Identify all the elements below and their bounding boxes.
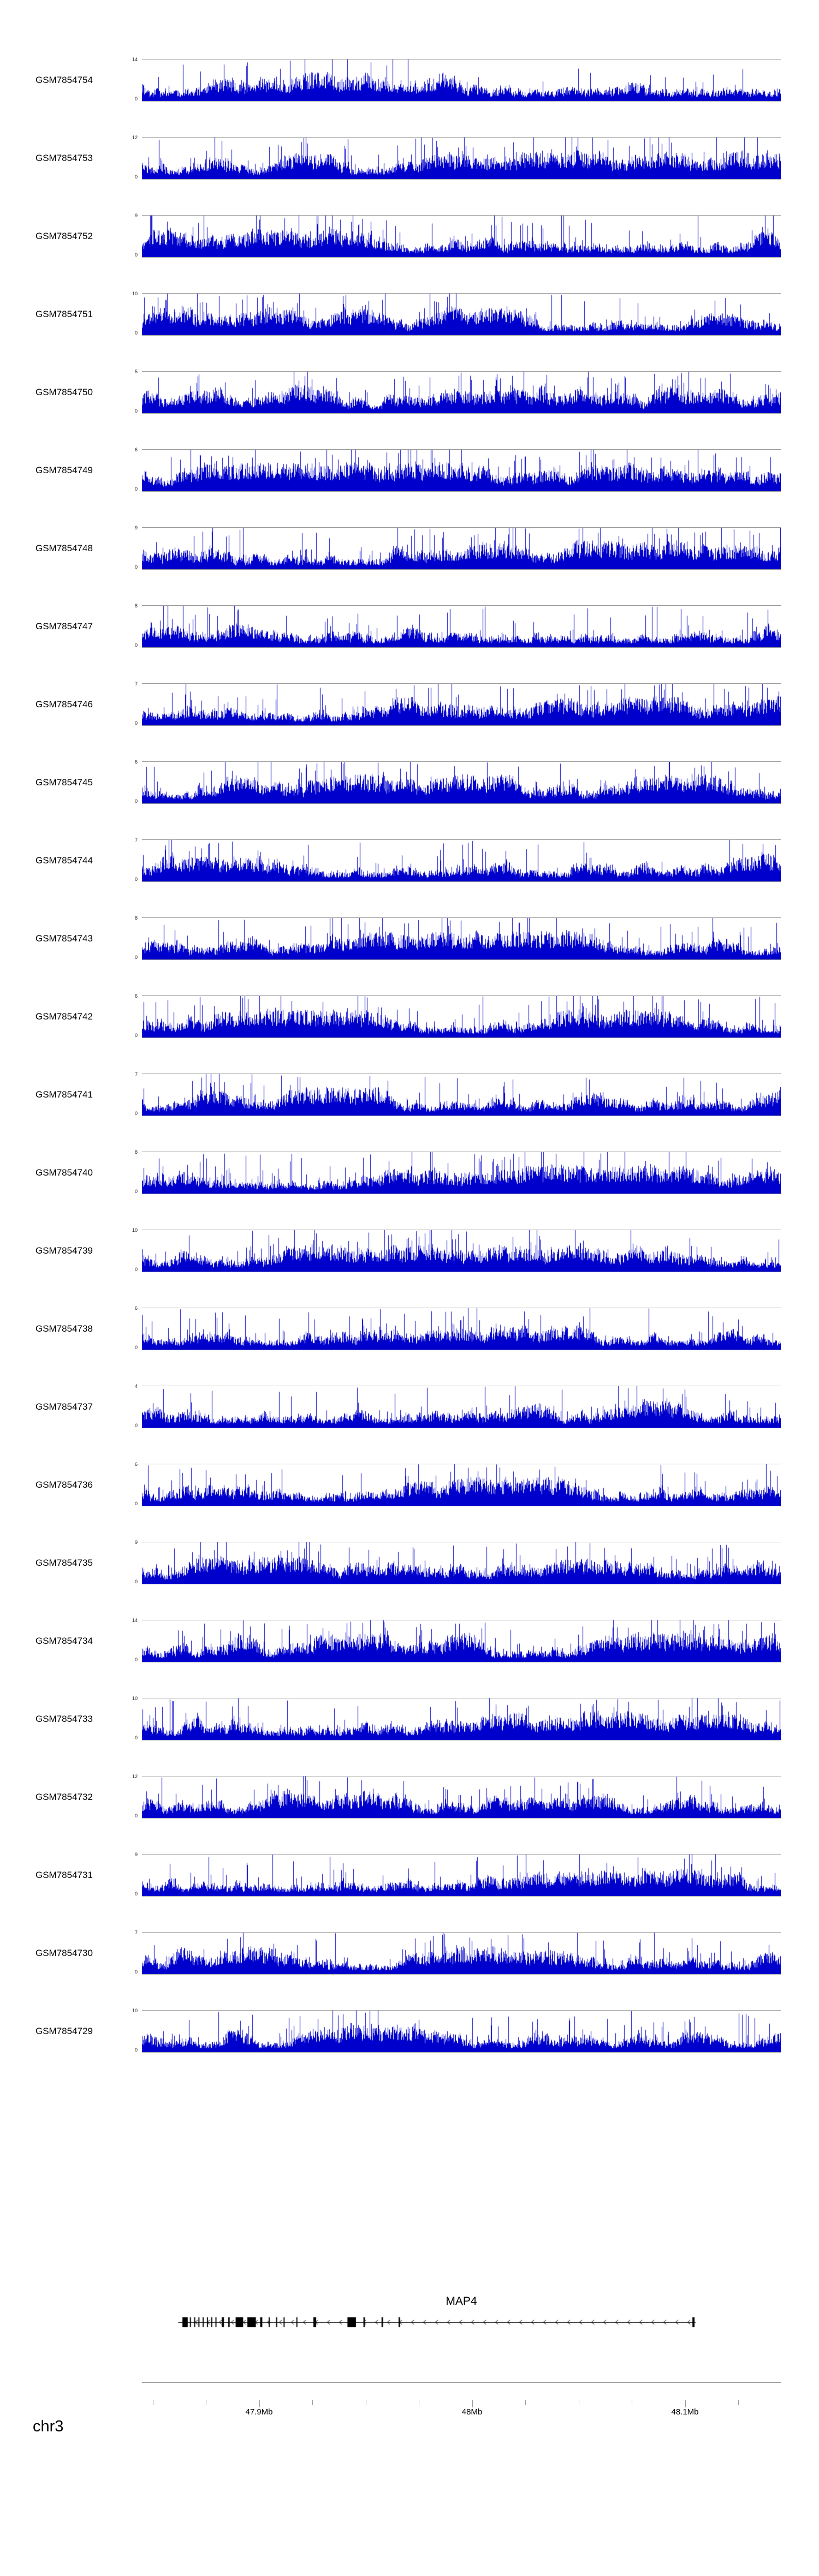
track-axis-max-label: 12: [132, 1774, 138, 1779]
axis-minor-tick: [525, 2400, 526, 2405]
track-label: GSM7854750: [35, 387, 93, 397]
track-label: GSM7854744: [35, 855, 93, 866]
coverage-signal-canvas: [142, 1933, 781, 1975]
track-label: GSM7854736: [35, 1480, 93, 1490]
track-axis-min-label: 0: [134, 564, 138, 570]
coverage-signal-canvas: [142, 1698, 781, 1740]
track-axis-max-label: 5: [134, 369, 138, 374]
track-plot-area: [142, 683, 781, 726]
track-axis-max-label: 14: [132, 57, 138, 62]
coverage-signal-canvas: [142, 59, 781, 102]
track-axis-min-label: 0: [134, 174, 138, 180]
track-axis-max-label: 9: [134, 525, 138, 530]
track-label: GSM7854751: [35, 309, 93, 319]
track-label: GSM7854746: [35, 699, 93, 709]
coverage-signal-canvas: [142, 918, 781, 960]
track-plot-area: [142, 605, 781, 648]
coverage-signal-canvas: [142, 138, 781, 180]
track-plot-area: [142, 1308, 781, 1350]
track-axis-max-label: 6: [134, 1462, 138, 1467]
track-axis-max-label: 7: [134, 1930, 138, 1935]
track-axis-max-label: 6: [134, 447, 138, 452]
track-axis-max-label: 7: [134, 1071, 138, 1077]
track-axis-min-label: 0: [134, 1423, 138, 1428]
track-plot-area: [142, 449, 781, 492]
track-axis-min-label: 0: [134, 330, 138, 336]
track-label: GSM7854738: [35, 1323, 93, 1334]
track-axis-max-label: 8: [134, 603, 138, 609]
axis-line: [142, 2382, 781, 2383]
track-axis-min-label: 0: [134, 1345, 138, 1350]
track-plot-area: [142, 137, 781, 180]
track-label: GSM7854741: [35, 1089, 93, 1100]
track-label: GSM7854731: [35, 1870, 93, 1880]
track-axis-min-label: 0: [134, 486, 138, 492]
track-plot-area: [142, 839, 781, 882]
track-label: GSM7854753: [35, 153, 93, 163]
gene-model: [142, 2311, 781, 2333]
track-label: GSM7854737: [35, 1402, 93, 1412]
genomic-coordinate-axis: [142, 2382, 781, 2415]
track-axis-max-label: 7: [134, 681, 138, 687]
coverage-signal-canvas: [142, 1308, 781, 1350]
track-label: GSM7854743: [35, 933, 93, 944]
track-label: GSM7854754: [35, 75, 93, 85]
track-axis-min-label: 0: [134, 1267, 138, 1272]
coverage-signal-canvas: [142, 294, 781, 336]
track-plot-area: [142, 1230, 781, 1272]
track-axis-min-label: 0: [134, 1969, 138, 1975]
track-axis-max-label: 8: [134, 1149, 138, 1155]
track-axis-min-label: 0: [134, 1501, 138, 1506]
axis-minor-tick: [312, 2400, 313, 2405]
track-axis-max-label: 4: [134, 1384, 138, 1389]
coverage-signal-canvas: [142, 528, 781, 570]
track-axis-min-label: 0: [134, 96, 138, 102]
track-label: GSM7854747: [35, 621, 93, 631]
track-axis-min-label: 0: [134, 798, 138, 804]
track-axis-max-label: 10: [132, 291, 138, 296]
gene-model-canvas: [142, 2311, 781, 2333]
track-label: GSM7854729: [35, 2026, 93, 2036]
track-axis-max-label: 10: [132, 1696, 138, 1701]
track-plot-area: [142, 1854, 781, 1897]
coverage-signal-canvas: [142, 606, 781, 648]
axis-tick-label: 47.9Mb: [245, 2407, 273, 2417]
track-axis-max-label: 6: [134, 993, 138, 999]
track-axis-max-label: 6: [134, 759, 138, 765]
track-plot-area: [142, 761, 781, 804]
coverage-signal-canvas: [142, 840, 781, 882]
track-axis-max-label: 9: [134, 1852, 138, 1857]
track-axis-min-label: 0: [134, 408, 138, 414]
track-axis-min-label: 0: [134, 1111, 138, 1116]
coverage-signal-canvas: [142, 1464, 781, 1506]
coverage-signal-canvas: [142, 996, 781, 1038]
track-axis-min-label: 0: [134, 1891, 138, 1897]
track-plot-area: [142, 527, 781, 570]
track-label: GSM7854734: [35, 1636, 93, 1646]
coverage-signal-canvas: [142, 2011, 781, 2053]
coverage-signal-canvas: [142, 1620, 781, 1662]
axis-major-tick: [685, 2400, 686, 2407]
track-label: GSM7854752: [35, 231, 93, 241]
coverage-signal-canvas: [142, 762, 781, 804]
track-axis-min-label: 0: [134, 1657, 138, 1662]
coverage-signal-canvas: [142, 1386, 781, 1428]
track-axis-max-label: 10: [132, 2008, 138, 2013]
track-plot-area: [142, 1386, 781, 1428]
coverage-signal-canvas: [142, 1542, 781, 1584]
track-plot-area: [142, 995, 781, 1038]
track-plot-area: [142, 1776, 781, 1818]
track-axis-max-label: 10: [132, 1227, 138, 1233]
axis-major-tick: [472, 2400, 473, 2407]
track-plot-area: [142, 1542, 781, 1584]
track-label: GSM7854733: [35, 1714, 93, 1724]
track-plot-area: [142, 215, 781, 258]
track-axis-max-label: 8: [134, 915, 138, 921]
track-plot-area: [142, 1698, 781, 1740]
coverage-signal-canvas: [142, 1230, 781, 1272]
track-label: GSM7854748: [35, 543, 93, 553]
coverage-signal-canvas: [142, 450, 781, 492]
track-axis-min-label: 0: [134, 252, 138, 258]
track-axis-min-label: 0: [134, 1033, 138, 1038]
track-plot-area: [142, 1074, 781, 1116]
track-plot-area: [142, 1152, 781, 1194]
axis-major-tick: [259, 2400, 260, 2407]
track-axis-min-label: 0: [134, 1579, 138, 1584]
coverage-signal-canvas: [142, 684, 781, 726]
track-axis-min-label: 0: [134, 2047, 138, 2053]
track-label: GSM7854732: [35, 1792, 93, 1802]
gene-annotation-panel: [142, 2295, 781, 2333]
track-label: GSM7854739: [35, 1245, 93, 1256]
track-label: GSM7854735: [35, 1558, 93, 1568]
track-axis-min-label: 0: [134, 1735, 138, 1740]
coverage-signal-canvas: [142, 372, 781, 414]
track-axis-max-label: 12: [132, 135, 138, 140]
coverage-signal-canvas: [142, 1152, 781, 1194]
track-axis-max-label: 14: [132, 1618, 138, 1623]
gene-name-label: MAP4: [446, 2295, 477, 2307]
track-plot-area: [142, 59, 781, 102]
track-axis-max-label: 9: [134, 1540, 138, 1545]
track-plot-area: [142, 371, 781, 414]
track-axis-min-label: 0: [134, 1189, 138, 1194]
track-axis-max-label: 7: [134, 837, 138, 843]
track-plot-area: [142, 1464, 781, 1506]
track-label: GSM7854730: [35, 1948, 93, 1958]
coverage-signal-canvas: [142, 1855, 781, 1897]
coverage-signal-canvas: [142, 216, 781, 258]
track-axis-max-label: 6: [134, 1305, 138, 1311]
track-axis-min-label: 0: [134, 955, 138, 960]
coverage-signal-canvas: [142, 1074, 781, 1116]
track-plot-area: [142, 1620, 781, 1662]
track-axis-min-label: 0: [134, 876, 138, 882]
track-label: GSM7854749: [35, 465, 93, 475]
axis-tick-label: 48Mb: [461, 2407, 483, 2417]
track-label: GSM7854740: [35, 1167, 93, 1178]
track-axis-min-label: 0: [134, 642, 138, 648]
track-plot-area: [142, 1932, 781, 1975]
track-label: GSM7854742: [35, 1011, 93, 1022]
axis-tick-label: 48.1Mb: [671, 2407, 699, 2417]
chromosome-label: chr3: [33, 2418, 64, 2435]
track-plot-area: [142, 917, 781, 960]
track-plot-area: [142, 293, 781, 336]
axis-minor-tick: [738, 2400, 739, 2405]
track-axis-min-label: 0: [134, 1813, 138, 1818]
track-label: GSM7854745: [35, 777, 93, 788]
track-plot-area: [142, 2010, 781, 2053]
track-axis-max-label: 9: [134, 213, 138, 218]
track-axis-min-label: 0: [134, 720, 138, 726]
coverage-signal-canvas: [142, 1776, 781, 1818]
